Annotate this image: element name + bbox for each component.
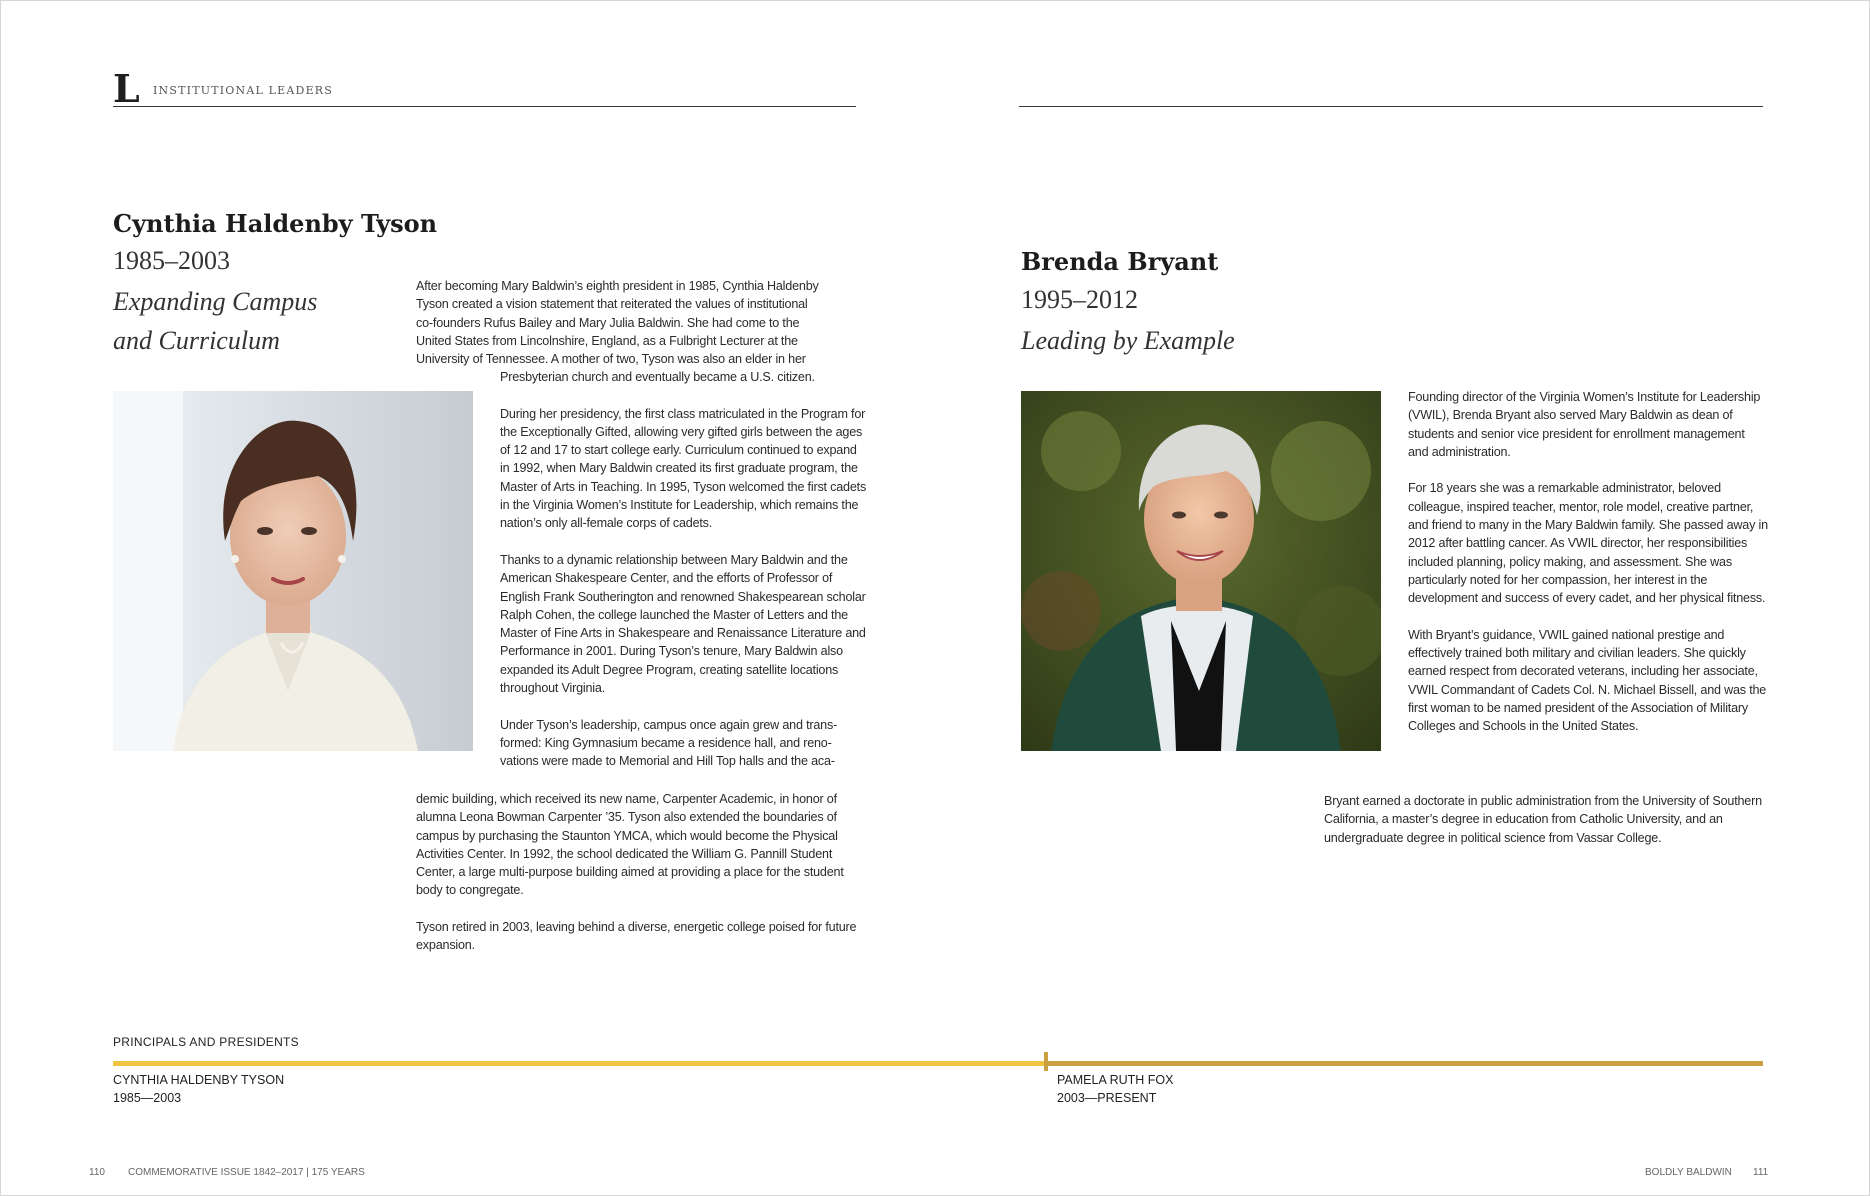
tyson-body-wide	[416, 790, 868, 973]
bryant-paragraph-3: With Bryant’s guidance, VWIL gained national prestige and effectively trained both military and civilian leaders. She quickly earned respect from decorated veterans, including her associate, VWIL Commandant of Cadets Col. N. Michael Bissell, and was the first woman to be named president of the Association of Military Colleges and Schools in the United States.	[1408, 627, 1767, 734]
tyson-intro	[416, 277, 868, 368]
tyson-para4-line: vations were made to Memorial and Hill Top halls and the aca-	[500, 754, 835, 769]
bryant-years: 1995–2012	[1021, 285, 1138, 314]
tyson-intro-line: After becoming Mary Baldwin’s eighth president in 1985, Cynthia Haldenby	[416, 279, 819, 293]
timeline-title: PRINCIPALS AND PRESIDENTS	[113, 1035, 299, 1049]
tyson-paragraph-5: Tyson retired in 2003, leaving behind a diverse, energetic college poised for future expansion.	[416, 920, 857, 953]
tyson-portrait-illustration	[113, 391, 473, 751]
timeline-entry-years: 2003—PRESENT	[1057, 1090, 1157, 1105]
tyson-years: 1985–2003	[113, 246, 230, 275]
tyson-portrait-photo	[113, 391, 473, 751]
timeline-bar-fox	[1047, 1061, 1763, 1066]
tyson-para4-line: Under Tyson’s leadership, campus once again grew and trans-	[500, 717, 838, 732]
tyson-paragraph-4-rest: demic building, which received its new name, Carpenter Academic, in honor of alumna Leona Bowman Carpenter ’35. Tyson also extended the boundaries of campus by purchasing the Staunton YMCA, which would become the Physical Activities Center. In 1992, the school dedicated the William G. Pannill Student Center, a large multi-purpose building aimed at providing a place for the student body to congregate.	[416, 792, 844, 898]
footer-page-number-right: 111	[1753, 1167, 1769, 1178]
timeline-entry-fox	[1057, 1072, 1173, 1107]
section-header-left	[113, 66, 856, 111]
tyson-name: Cynthia Haldenby Tyson	[113, 209, 438, 238]
bryant-portrait-illustration	[1021, 391, 1381, 751]
footer-page-number-left: 110	[89, 1167, 105, 1178]
bryant-body-beside-photo	[1408, 388, 1768, 754]
timeline-bar-tyson	[113, 1061, 1045, 1066]
tyson-intro-line: co-founders Rufus Bailey and Mary Julia Baldwin. She had come to the	[416, 315, 800, 330]
tyson-intro-line: Tyson created a vision statement that reiterated the values of institutional	[416, 297, 808, 312]
bryant-portrait-photo	[1021, 391, 1381, 751]
tyson-para4-line: formed: King Gymnasium became a residence hall, and reno-	[500, 735, 832, 750]
tyson-tagline	[113, 282, 317, 360]
tyson-body-indented	[500, 368, 868, 771]
footer-issue-text: COMMEMORATIVE ISSUE 1842–2017 | 175 YEARS	[128, 1167, 365, 1178]
section-label: INSTITUTIONAL LEADERS	[153, 84, 334, 97]
tyson-paragraph-2: During her presidency, the first class matriculated in the Program for the Exceptionally Gifted, allowing very gifted girls between the ages of 12 and 17 to start college early. Curriculum continued to expand in 1992, when Mary Baldwin created its first graduate program, the Master of Arts in Teaching. In 1995, Tyson welcomed the first cadets in the Virginia Women’s Institute for Leadership, which remains the nation’s only all-female corps of cadets.	[500, 406, 867, 531]
tyson-tagline-line2: and Curriculum	[113, 326, 280, 355]
bryant-paragraph-1: Founding director of the Virginia Women’s Institute for Leadership (VWIL), Brenda Bryant also served Mary Baldwin as dean of students and senior vice president for enrollment management and administration.	[1408, 390, 1761, 459]
section-initial: L	[113, 66, 140, 111]
timeline-entry-name: PAMELA RUTH FOX	[1057, 1073, 1174, 1087]
timeline-entry-tyson	[113, 1072, 284, 1107]
timeline-entry-years: 1985—2003	[113, 1090, 182, 1105]
timeline-marker	[1044, 1052, 1048, 1071]
tyson-intro-line: United States from Lincolnshire, England, as a Fulbright Lecturer at the	[416, 333, 798, 348]
tyson-tagline-line1: Expanding Campus	[113, 287, 318, 316]
tyson-intro-line: University of Tennessee. A mother of two, Tyson was also an elder in her	[416, 352, 806, 367]
bryant-name: Brenda Bryant	[1021, 247, 1219, 276]
tyson-paragraph-3: Thanks to a dynamic relationship between Mary Baldwin and the American Shakespeare Center, and the efforts of Professor of English Frank Southerington and renowned Shakespearean scholar Ralph Cohen, the college launched the Master of Letters and the Master of Fine Arts in Shakespeare and Renaissance Literature and Performance in 2001. During Tyson’s tenure, Mary Baldwin also expanded its Adult Degree Program, creating satellite locations throughout Virginia.	[500, 552, 866, 696]
timeline-entry-name: CYNTHIA HALDENBY TYSON	[113, 1073, 285, 1087]
bryant-tagline: Leading by Example	[1021, 326, 1235, 355]
tyson-intro-last-line: Presbyterian church and eventually became a U.S. citizen.	[500, 370, 815, 384]
bryant-paragraph-4: Bryant earned a doctorate in public administration from the University of Southern California, a master’s degree in education from Catholic University, and an undergraduate degree in political science from Vassar College.	[1324, 794, 1762, 845]
bryant-body-below	[1324, 792, 1774, 865]
bryant-paragraph-2: For 18 years she was a remarkable administrator, beloved colleague, inspired teacher, mentor, role model, creative partner, and friend to many in the Mary Baldwin family. She passed away in 2012 after battling cancer. As VWIL director, her responsibilities included planning, policy making, and assessment. She was particularly noted for her compassion, her interest in the development and success of every cadet, and her physical fitness.	[1408, 481, 1768, 606]
footer-magazine-title: BOLDLY BALDWIN	[1645, 1167, 1732, 1178]
section-header-rule-right	[1019, 71, 1763, 107]
